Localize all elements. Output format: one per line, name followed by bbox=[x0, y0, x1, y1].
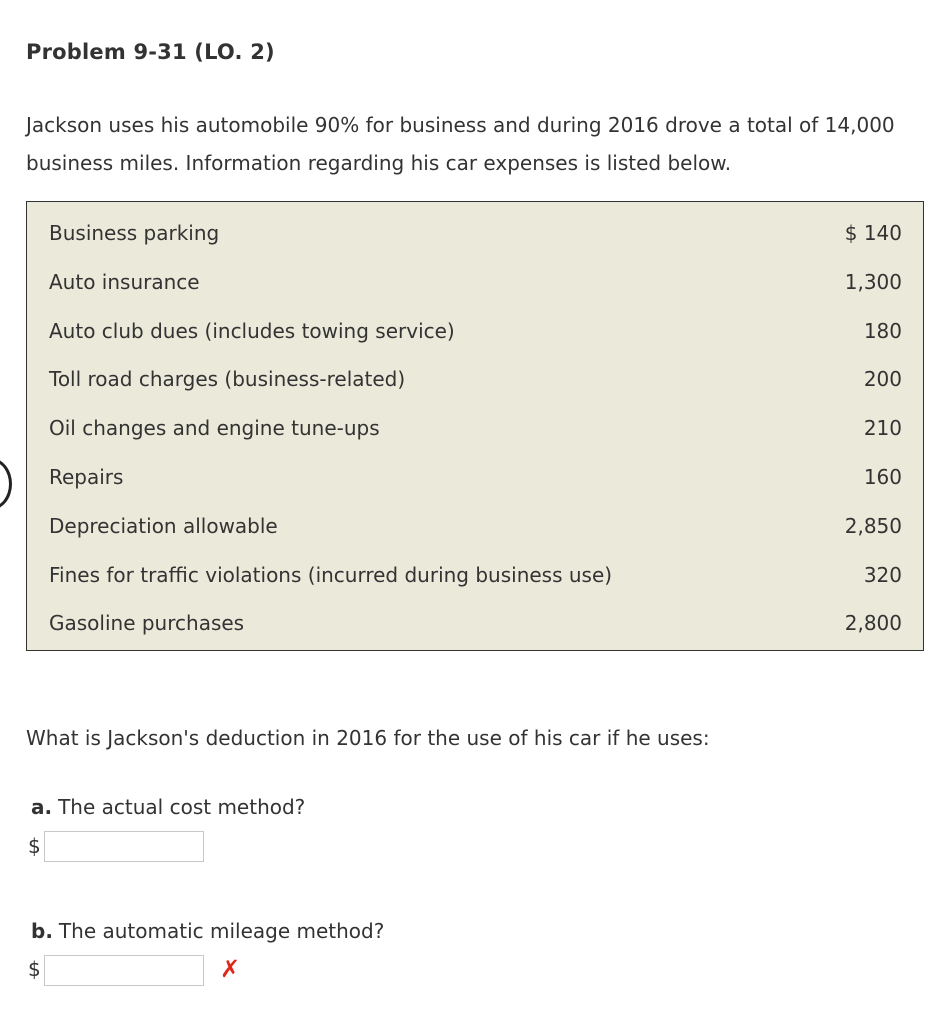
navigation-arc-icon bbox=[0, 458, 12, 510]
expense-label: Gasoline purchases bbox=[49, 611, 245, 636]
problem-intro: Jackson uses his automobile 90% for business and during 2016 drove a total of 14,000 business miles. Information regarding his car expenses is listed below. bbox=[26, 113, 895, 175]
expense-row bbox=[27, 551, 923, 600]
expense-row bbox=[27, 502, 923, 551]
expense-row bbox=[27, 453, 923, 502]
expense-amount: 210 bbox=[863, 416, 902, 441]
part-b-answer-input[interactable] bbox=[44, 955, 204, 986]
expense-label: Repairs bbox=[49, 464, 124, 489]
question-text: What is Jackson's deduction in 2016 for the use of his car if he uses: bbox=[26, 726, 710, 750]
part-b-currency: $ bbox=[28, 957, 41, 981]
part-a-text: The actual cost method? bbox=[58, 795, 306, 819]
part-b-text: The automatic mileage method? bbox=[58, 919, 385, 943]
expense-label: Auto insurance bbox=[49, 269, 200, 294]
part-a-letter: a. bbox=[31, 795, 53, 819]
expense-amount: 2,850 bbox=[844, 513, 902, 538]
expense-amount: 1,300 bbox=[844, 269, 902, 294]
expense-amount: 180 bbox=[863, 318, 902, 343]
expense-label: Business parking bbox=[49, 221, 220, 245]
expense-amount: $ 140 bbox=[844, 221, 902, 245]
expense-row bbox=[27, 599, 923, 648]
x-mark-icon: ✗ bbox=[220, 955, 241, 983]
expense-row bbox=[27, 307, 923, 356]
part-b-letter: b. bbox=[31, 919, 53, 943]
expense-amount: 160 bbox=[863, 464, 902, 489]
expense-row bbox=[27, 404, 923, 453]
problem-title: Problem 9-31 (LO. 2) bbox=[26, 40, 275, 64]
expense-label: Depreciation allowable bbox=[49, 513, 278, 538]
expense-label: Fines for traffic violations (incurred during business use) bbox=[49, 562, 613, 587]
expense-amount: 320 bbox=[863, 562, 902, 587]
expense-table bbox=[26, 201, 924, 651]
expense-label: Toll road charges (business-related) bbox=[49, 367, 406, 392]
part-a-answer-input[interactable] bbox=[44, 831, 204, 862]
expense-row bbox=[27, 355, 923, 404]
expense-amount: 200 bbox=[863, 367, 902, 392]
expense-row bbox=[27, 258, 923, 307]
expense-label: Auto club dues (includes towing service) bbox=[49, 318, 455, 343]
expense-amount: 2,800 bbox=[844, 611, 902, 636]
part-a-currency: $ bbox=[28, 834, 41, 858]
part-a-prompt bbox=[31, 795, 305, 819]
expense-row bbox=[27, 209, 923, 258]
part-b-prompt bbox=[31, 919, 384, 943]
expense-label: Oil changes and engine tune-ups bbox=[49, 416, 380, 441]
